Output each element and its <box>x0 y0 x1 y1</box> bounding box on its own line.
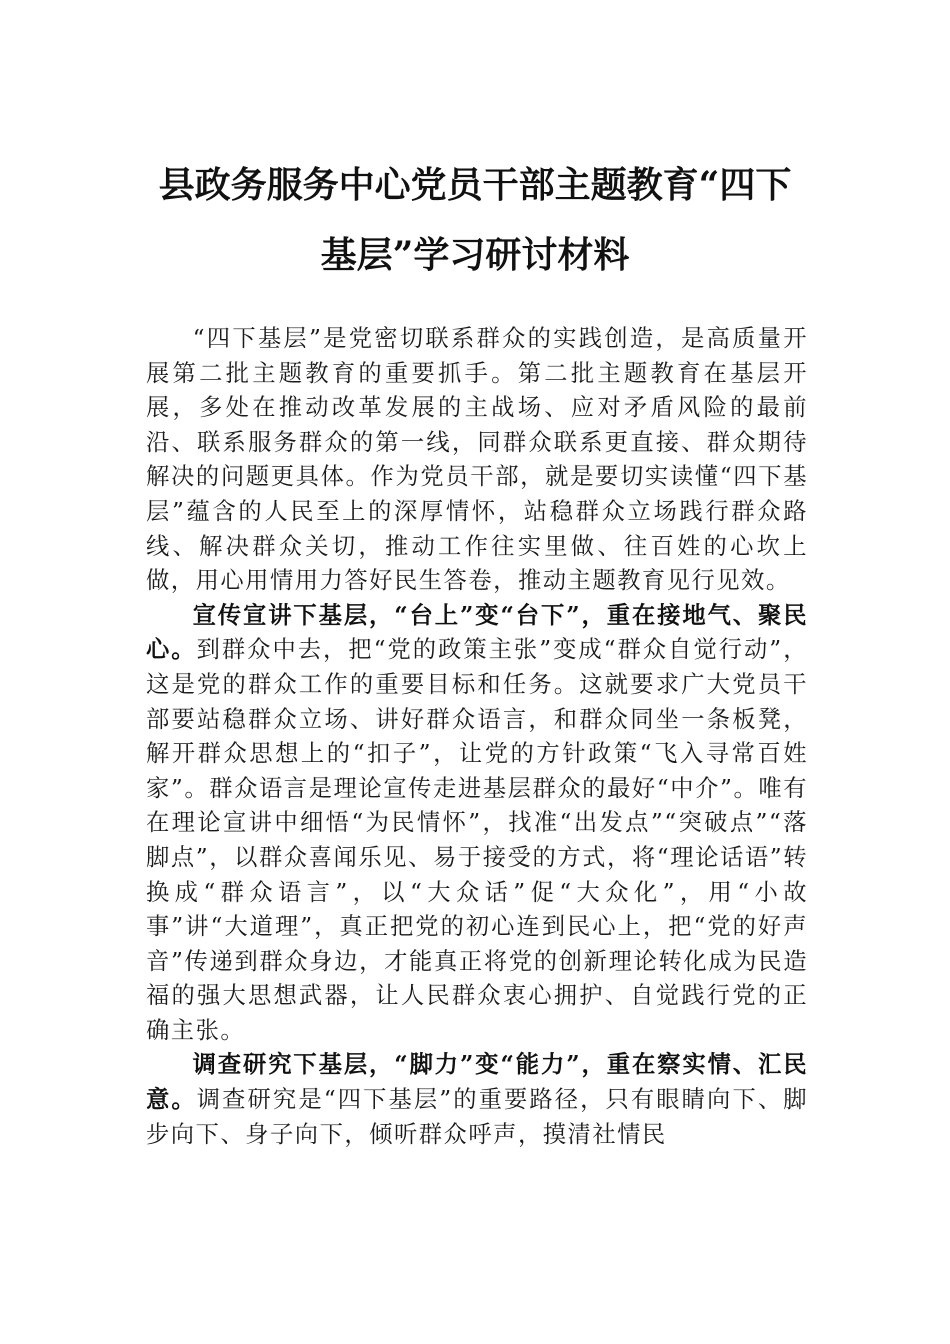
paragraph-text: 到群众中去，把“党的政策主张”变成“群众自觉行动”，这是党的群众工作的重要目标和任务。这就要求广大党员干部要站稳群众立场、讲好群众语言，和群众同坐一条板凳，解开群众思想上的“扣子”，让党的方针政策“飞入寻常百姓家”。群众语言是理论宣传走进基层群众的最好“中介”。唯有在理论宣讲中细悟“为民情怀”，找准“出发点”“突破点”“落脚点”，以群众喜闻乐见、易于接受的方式，将“理论话语”转换成“群众语言”，以“大众话”促“大众化”，用“小故事”讲“大道理”，真正把党的初心连到民心上，把“党的好声音”传递到群众身边，才能真正将党的创新理论转化成为民造福的强大思想武器，让人民群众衷心拥护、自觉践行党的正确主张。 <box>146 636 809 1044</box>
document-body <box>146 322 808 1152</box>
paragraph-text: 调查研究是“四下基层”的重要路径，只有眼睛向下、脚步向下、身子向下，倾听群众呼声，摸清社情民 <box>146 1086 809 1148</box>
paragraph-intro <box>146 322 808 599</box>
paragraph-text: “四下基层”是党密切联系群众的实践创造，是高质量开展第二批主题教育的重要抓手。第二批主题教育在基层开展，多处在推动改革发展的主战场、应对矛盾风险的最前沿、联系服务群众的第一线，同群众联系更直接、群众期待解决的问题更具体。作为党员干部，就是要切实读懂“四下基层”蕴含的人民至上的深厚情怀，站稳群众立场践行群众路线、解决群众关切，推动工作往实里做、往百姓的心坎上做，用心用情用力答好民生答卷，推动主题教育见行见效。 <box>146 325 808 595</box>
paragraph-lead: 调查研究下基层，“脚力”变“能力”，重在察实情、汇民意。 <box>146 1051 808 1114</box>
paragraph-lead: 宣传宣讲下基层，“台上”变“台下”，重在接地气、聚民心。 <box>146 601 808 664</box>
paragraph-propaganda <box>146 599 808 1049</box>
paragraph-research <box>146 1048 808 1152</box>
document-title <box>140 150 810 290</box>
title-line-2: 基层”学习研讨材料 <box>320 234 630 276</box>
title-line-1: 县政务服务中心党员干部主题教育“四下 <box>158 164 792 206</box>
